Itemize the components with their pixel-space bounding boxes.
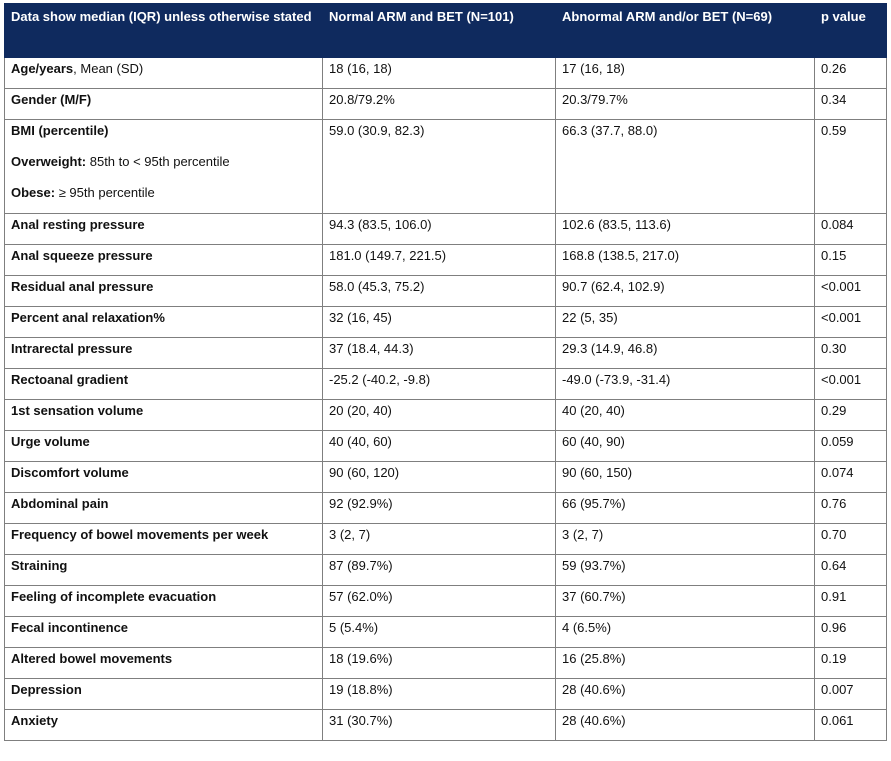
bmi-label: BMI (percentile) bbox=[11, 123, 109, 138]
cell-abnormal: 168.8 (138.5, 217.0) bbox=[556, 245, 815, 276]
cell-normal: -25.2 (-40.2, -9.8) bbox=[323, 369, 556, 400]
age-label-bold: Age/years bbox=[11, 61, 74, 76]
obese-rest: ≥ 95th percentile bbox=[55, 185, 155, 200]
cell-normal: 18 (16, 18) bbox=[323, 58, 556, 89]
header-p-value: p value bbox=[815, 4, 887, 58]
cell-p-value: 0.061 bbox=[815, 710, 887, 741]
cell-normal: 19 (18.8%) bbox=[323, 679, 556, 710]
row-label: Feeling of incomplete evacuation bbox=[5, 586, 323, 617]
header-abnormal-group: Abnormal ARM and/or BET (N=69) bbox=[556, 4, 815, 58]
cell-p-value: 0.34 bbox=[815, 89, 887, 120]
cell-normal: 94.3 (83.5, 106.0) bbox=[323, 214, 556, 245]
cell-normal: 59.0 (30.9, 82.3) bbox=[323, 120, 556, 214]
obese-note bbox=[11, 184, 316, 202]
cell-p-value: 0.059 bbox=[815, 431, 887, 462]
cell-p-value: 0.70 bbox=[815, 524, 887, 555]
table-row bbox=[5, 369, 887, 400]
table-row bbox=[5, 555, 887, 586]
cell-abnormal: 40 (20, 40) bbox=[556, 400, 815, 431]
row-label: Anal resting pressure bbox=[5, 214, 323, 245]
cell-normal: 58.0 (45.3, 75.2) bbox=[323, 276, 556, 307]
cell-p-value: 0.91 bbox=[815, 586, 887, 617]
cell-abnormal: 90 (60, 150) bbox=[556, 462, 815, 493]
row-label: Discomfort volume bbox=[5, 462, 323, 493]
row-label bbox=[5, 58, 323, 89]
cell-p-value: 0.76 bbox=[815, 493, 887, 524]
cell-p-value: <0.001 bbox=[815, 307, 887, 338]
row-label: Altered bowel movements bbox=[5, 648, 323, 679]
cell-normal: 20 (20, 40) bbox=[323, 400, 556, 431]
row-label: Anal squeeze pressure bbox=[5, 245, 323, 276]
table-row bbox=[5, 214, 887, 245]
cell-abnormal: 60 (40, 90) bbox=[556, 431, 815, 462]
cell-abnormal: 3 (2, 7) bbox=[556, 524, 815, 555]
table-row bbox=[5, 307, 887, 338]
cell-abnormal: 59 (93.7%) bbox=[556, 555, 815, 586]
age-label-rest: , Mean (SD) bbox=[73, 61, 144, 76]
table-row-bmi bbox=[5, 120, 887, 214]
cell-normal: 57 (62.0%) bbox=[323, 586, 556, 617]
cell-abnormal: 66 (95.7%) bbox=[556, 493, 815, 524]
obese-bold: Obese: bbox=[11, 185, 56, 200]
cell-p-value: <0.001 bbox=[815, 369, 887, 400]
cell-normal: 31 (30.7%) bbox=[323, 710, 556, 741]
table-row bbox=[5, 617, 887, 648]
cell-p-value: 0.59 bbox=[815, 120, 887, 214]
cell-normal: 90 (60, 120) bbox=[323, 462, 556, 493]
cell-abnormal: 20.3/79.7% bbox=[556, 89, 815, 120]
cell-abnormal: -49.0 (-73.9, -31.4) bbox=[556, 369, 815, 400]
cell-abnormal: 66.3 (37.7, 88.0) bbox=[556, 120, 815, 214]
cell-normal: 37 (18.4, 44.3) bbox=[323, 338, 556, 369]
cell-abnormal: 28 (40.6%) bbox=[556, 710, 815, 741]
row-label: Depression bbox=[5, 679, 323, 710]
cell-normal: 87 (89.7%) bbox=[323, 555, 556, 586]
table-row bbox=[5, 710, 887, 741]
cell-normal: 20.8/79.2% bbox=[323, 89, 556, 120]
row-label-bmi bbox=[5, 120, 323, 214]
overweight-rest: 85th to < 95th percentile bbox=[86, 154, 230, 169]
cell-abnormal: 29.3 (14.9, 46.8) bbox=[556, 338, 815, 369]
table-row bbox=[5, 462, 887, 493]
table-row-gender bbox=[5, 89, 887, 120]
row-label: Rectoanal gradient bbox=[5, 369, 323, 400]
cell-normal: 181.0 (149.7, 221.5) bbox=[323, 245, 556, 276]
cell-abnormal: 37 (60.7%) bbox=[556, 586, 815, 617]
cell-p-value: 0.96 bbox=[815, 617, 887, 648]
row-label: 1st sensation volume bbox=[5, 400, 323, 431]
table-row bbox=[5, 524, 887, 555]
table-row bbox=[5, 338, 887, 369]
cell-p-value: 0.084 bbox=[815, 214, 887, 245]
row-label: Residual anal pressure bbox=[5, 276, 323, 307]
cell-normal: 92 (92.9%) bbox=[323, 493, 556, 524]
cell-abnormal: 4 (6.5%) bbox=[556, 617, 815, 648]
cell-abnormal: 90.7 (62.4, 102.9) bbox=[556, 276, 815, 307]
cell-normal: 18 (19.6%) bbox=[323, 648, 556, 679]
table-row bbox=[5, 276, 887, 307]
cell-p-value: 0.007 bbox=[815, 679, 887, 710]
cell-normal: 5 (5.4%) bbox=[323, 617, 556, 648]
cell-normal: 40 (40, 60) bbox=[323, 431, 556, 462]
cell-p-value: 0.26 bbox=[815, 58, 887, 89]
row-label: Anxiety bbox=[5, 710, 323, 741]
cell-p-value: 0.29 bbox=[815, 400, 887, 431]
cell-abnormal: 28 (40.6%) bbox=[556, 679, 815, 710]
cell-abnormal: 22 (5, 35) bbox=[556, 307, 815, 338]
cell-p-value: 0.19 bbox=[815, 648, 887, 679]
cell-p-value: 0.64 bbox=[815, 555, 887, 586]
overweight-note bbox=[11, 153, 316, 171]
cell-abnormal: 17 (16, 18) bbox=[556, 58, 815, 89]
table-row bbox=[5, 679, 887, 710]
row-label: Fecal incontinence bbox=[5, 617, 323, 648]
row-label: Gender (M/F) bbox=[5, 89, 323, 120]
cell-normal: 32 (16, 45) bbox=[323, 307, 556, 338]
header-variable: Data show median (IQR) unless otherwise stated bbox=[5, 4, 323, 58]
cell-normal: 3 (2, 7) bbox=[323, 524, 556, 555]
header-row bbox=[5, 4, 887, 58]
header-normal-group: Normal ARM and BET (N=101) bbox=[323, 4, 556, 58]
row-label: Straining bbox=[5, 555, 323, 586]
table-row bbox=[5, 493, 887, 524]
cell-p-value: 0.30 bbox=[815, 338, 887, 369]
data-table bbox=[4, 3, 887, 741]
table-row-age bbox=[5, 58, 887, 89]
row-label: Abdominal pain bbox=[5, 493, 323, 524]
cell-p-value: <0.001 bbox=[815, 276, 887, 307]
row-label: Percent anal relaxation% bbox=[5, 307, 323, 338]
table-row bbox=[5, 245, 887, 276]
row-label: Urge volume bbox=[5, 431, 323, 462]
row-label: Frequency of bowel movements per week bbox=[5, 524, 323, 555]
table-row bbox=[5, 648, 887, 679]
cell-p-value: 0.15 bbox=[815, 245, 887, 276]
table-row bbox=[5, 586, 887, 617]
row-label: Intrarectal pressure bbox=[5, 338, 323, 369]
overweight-bold: Overweight: bbox=[11, 154, 87, 169]
table-row bbox=[5, 431, 887, 462]
table-row bbox=[5, 400, 887, 431]
cell-abnormal: 16 (25.8%) bbox=[556, 648, 815, 679]
cell-p-value: 0.074 bbox=[815, 462, 887, 493]
cell-abnormal: 102.6 (83.5, 113.6) bbox=[556, 214, 815, 245]
